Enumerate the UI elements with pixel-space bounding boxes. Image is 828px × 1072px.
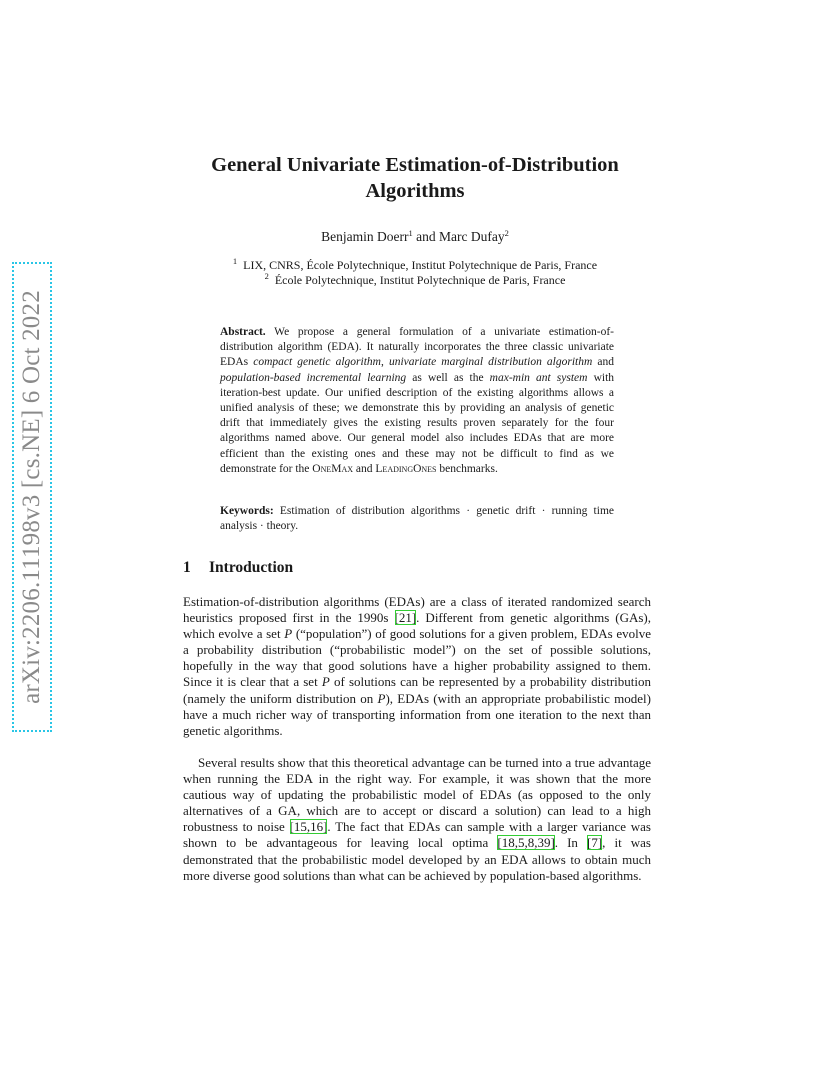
abstract-text: and xyxy=(592,356,615,369)
paper-title xyxy=(150,152,680,204)
abstract-text: benchmarks. xyxy=(436,462,498,475)
affil-mark: 2 xyxy=(264,271,269,281)
math-variable: P xyxy=(321,674,330,690)
benchmark-name: LeadingOnes xyxy=(375,462,437,475)
author-affil-mark: 1 xyxy=(408,228,413,238)
intro-paragraph-1 xyxy=(183,594,651,739)
abstract-text: and xyxy=(353,462,376,475)
author-conjunction: and xyxy=(412,229,439,244)
abstract-label: Abstract. xyxy=(220,326,266,338)
body-text: . The fact that EDAs can sample with a larger variance was shown to be advantageous for leaving local optima xyxy=(183,819,651,851)
abstract-text: , xyxy=(380,356,389,369)
author-list xyxy=(150,229,680,245)
abstract-text: with iteration-best update. Our unified description of the existing algorithms allows a unified analysis of these; we demonstrate this by providing an analysis of genetic drift that immediately gives the existing results proven separately for the four algorithms named above. Our general model also includes EDAs that are more efficient than the existing ones and these may not be difficult to find as we demonstrate for the xyxy=(220,371,615,475)
affil-text: LIX, CNRS, École Polytechnique, Institut Polytechnique de Paris, France xyxy=(243,258,598,272)
abstract-term: univariate marginal distribution algorithm xyxy=(388,356,593,369)
citation-link[interactable]: [7] xyxy=(587,835,603,851)
body-text: , it was demonstrated that the probabilistic model developed by an EDA allows to obtain much more diverse good solutions than what can be achieved by population-based algorithms. xyxy=(183,835,651,883)
keywords-text: Estimation of distribution algorithms · genetic drift · running time analysis · theory. xyxy=(220,505,614,533)
body-text: Estimation-of-distribution algorithms (EDAs) are a class of iterated randomized search heuristics proposed first in the 1990s xyxy=(183,594,651,626)
body-text: ), EDAs (with an appropriate probabilistic model) have a much richer way of transporting information from one iteration to the next than genetic algorithms. xyxy=(183,690,651,738)
body-text: . Different from genetic algorithms (GAs), which evolve a set xyxy=(183,610,651,642)
math-variable: P xyxy=(284,626,293,642)
section-number: 1 xyxy=(183,559,191,576)
arxiv-identifier: arXiv:2206.11198v3 [cs.NE] 6 Oct 2022 xyxy=(18,290,45,704)
abstract xyxy=(220,325,614,477)
author-name: Benjamin Doerr xyxy=(321,229,409,244)
author-name: Marc Dufay xyxy=(439,229,505,244)
arxiv-stamp xyxy=(12,262,52,732)
citation-link[interactable]: [18,5,8,39] xyxy=(497,835,555,851)
affil-mark: 1 xyxy=(232,256,238,266)
affil-text: École Polytechnique, Institut Polytechnique de Paris, France xyxy=(274,273,566,287)
abstract-term: compact genetic algorithm xyxy=(253,356,381,369)
author-affil-mark: 2 xyxy=(504,228,509,238)
title-line-1: General Univariate Estimation-of-Distribution xyxy=(211,154,619,176)
body-text: . In xyxy=(554,835,587,851)
math-variable: P xyxy=(377,690,386,706)
keywords-label: Keywords: xyxy=(220,505,274,517)
body-text: Several results show that this theoretical advantage can be turned into a true advantage when running the EDA in the right way. For example, it was shown that the more cautious way of updating the probabilistic model of EDAs (as opposed to the only alternatives of a GA, which are to accept or discard a solution) can lead to a high robustness to noise xyxy=(183,755,651,835)
abstract-term: max-min ant system xyxy=(489,371,588,384)
body-text: (“population”) of good solutions for a given problem, EDAs evolve a probability distribution (“probabilistic model”) on the set of possible solutions, hopefully in the way that good solutions have a higher probability assigned to them. Since it is clear that a set xyxy=(183,626,651,690)
citation-link[interactable]: [15,16] xyxy=(289,819,328,835)
abstract-text: We propose a general formulation of a univariate estimation-of-distribution algorithm (EDA). It naturally incorporates the three classic univariate EDAs xyxy=(220,326,614,369)
affiliation-1 xyxy=(150,258,680,273)
body-text: of solutions can be represented by a probability distribution (namely the uniform distribution on xyxy=(183,674,652,706)
section-heading xyxy=(183,559,293,577)
title-line-2: Algorithms xyxy=(365,180,465,202)
citation-link[interactable]: [21] xyxy=(394,610,417,626)
intro-paragraph-2 xyxy=(183,755,651,884)
affiliation-2 xyxy=(150,273,680,288)
abstract-term: population-based incremental learning xyxy=(220,371,407,384)
benchmark-name: OneMax xyxy=(312,462,354,475)
section-title: Introduction xyxy=(209,559,294,576)
abstract-text: as well as the xyxy=(406,371,490,384)
keywords xyxy=(220,504,614,534)
